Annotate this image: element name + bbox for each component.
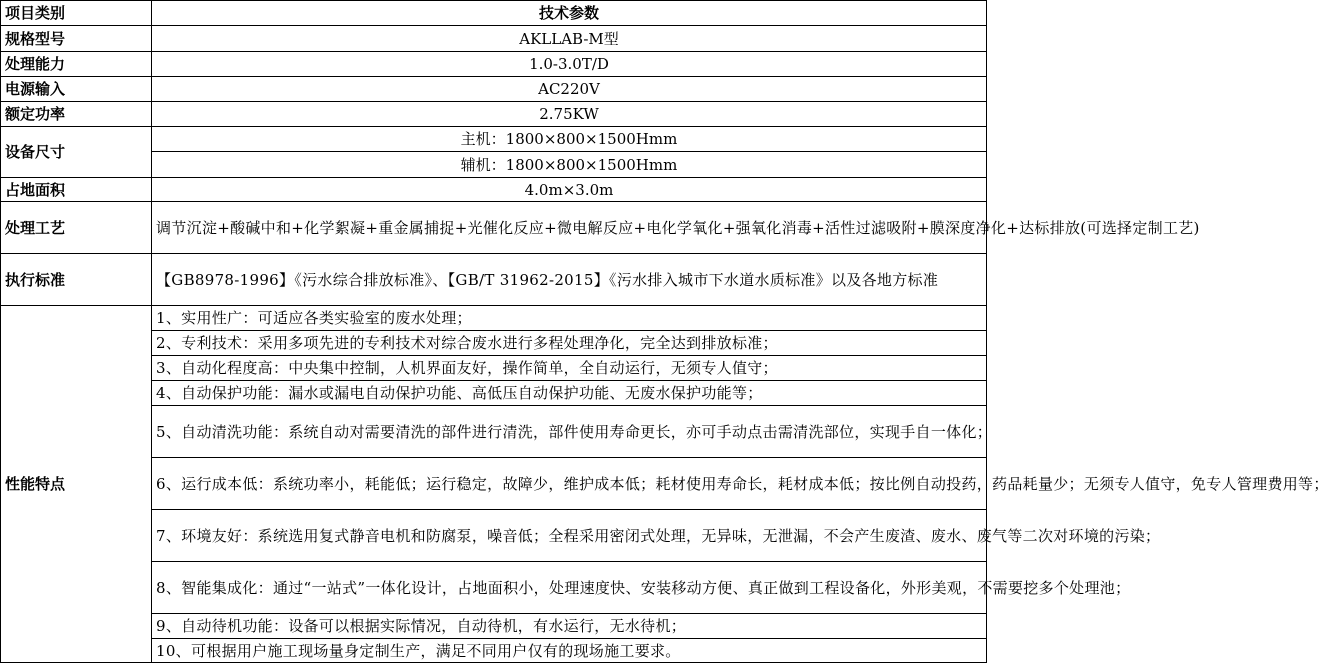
header-row [1,1,987,26]
model-value: AKLLAB-M型 [152,26,987,52]
row-floor-area [1,178,987,202]
size-main-value: 主机：1800×800×1500Hmm [152,127,987,152]
rated-power-label: 额定功率 [1,102,152,127]
features-label: 性能特点 [1,306,152,663]
feature-item: 1、实用性广：可适应各类实验室的废水处理； [152,306,987,331]
header-label: 项目类别 [1,1,152,26]
feature-item: 6、运行成本低：系统功率小，耗能低；运行稳定，故障少，维护成本低；耗材使用寿命长，耗材成本低；按比例自动投药，药品耗量少；无须专人值守，免专人管理费用等； [152,458,987,510]
size-aux-value: 辅机：1800×800×1500Hmm [152,152,987,178]
feature-item: 2、专利技术：采用多项先进的专利技术对综合废水进行多程处理净化，完全达到排放标准； [152,331,987,356]
capacity-label: 处理能力 [1,52,152,77]
row-capacity [1,52,987,77]
process-value: 调节沉淀+酸碱中和+化学絮凝+重金属捕捉+光催化反应+微电解反应+电化学氧化+强氧化消毒+活性过滤吸附+膜深度净化+达标排放(可选择定制工艺) [152,202,987,254]
standard-value: 【GB8978-1996】《污水综合排放标准》、【GB/T 31962-2015】《污水排入城市下水道水质标准》以及各地方标准 [152,254,987,306]
feature-item: 3、自动化程度高：中央集中控制，人机界面友好，操作简单，全自动运行，无须专人值守； [152,356,987,381]
feature-item: 4、自动保护功能：漏水或漏电自动保护功能、高低压自动保护功能、无废水保护功能等； [152,381,987,406]
floor-area-value: 4.0m×3.0m [152,178,987,202]
row-feature-1 [1,306,987,331]
standard-label: 执行标准 [1,254,152,306]
feature-item: 9、自动待机功能：设备可以根据实际情况，自动待机，有水运行，无水待机； [152,614,987,639]
model-label: 规格型号 [1,26,152,52]
rated-power-value: 2.75KW [152,102,987,127]
capacity-value: 1.0-3.0T/D [152,52,987,77]
power-input-value: AC220V [152,77,987,102]
feature-item: 7、环境友好：系统选用复式静音电机和防腐泵，噪音低；全程采用密闭式处理，无异味，无泄漏，不会产生废渣、废水、废气等二次对环境的污染； [152,510,987,562]
row-standard [1,254,987,306]
floor-area-label: 占地面积 [1,178,152,202]
feature-item: 5、自动清洗功能：系统自动对需要清洗的部件进行清洗，部件使用寿命更长，亦可手动点击需清洗部位，实现手自一体化； [152,406,987,458]
row-size-main [1,127,987,152]
feature-item: 8、智能集成化：通过“一站式”一体化设计，占地面积小，处理速度快、安装移动方便、真正做到工程设备化，外形美观，不需要挖多个处理池； [152,562,987,614]
power-input-label: 电源输入 [1,77,152,102]
size-label: 设备尺寸 [1,127,152,178]
row-rated-power [1,102,987,127]
feature-item: 10、可根据用户施工现场量身定制生产，满足不同用户仅有的现场施工要求。 [152,639,987,663]
row-model [1,26,987,52]
header-value: 技术参数 [152,1,987,26]
row-process [1,202,987,254]
process-label: 处理工艺 [1,202,152,254]
row-power-input [1,77,987,102]
